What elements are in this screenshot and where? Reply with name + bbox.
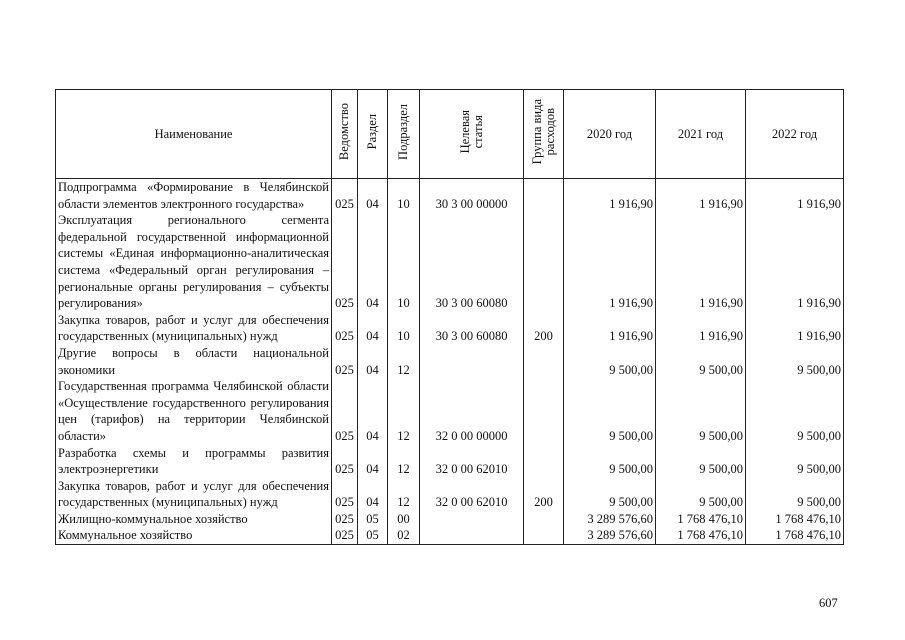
row-celevaya-statya: 30 3 00 60080 <box>420 312 524 345</box>
row-vedomstvo: 025 <box>332 212 358 312</box>
row-podrazdel: 12 <box>388 345 420 378</box>
row-vedomstvo: 025 <box>332 312 358 345</box>
row-celevaya-statya <box>420 345 524 378</box>
table-row <box>56 511 844 528</box>
row-gruppa <box>524 179 564 213</box>
header-2022: 2022 год <box>746 90 844 179</box>
row-razdel: 04 <box>358 212 388 312</box>
row-name: Другие вопросы в области национальной экономики <box>56 345 332 378</box>
row-value-2022: 1 768 476,10 <box>746 511 844 528</box>
row-celevaya-statya <box>420 527 524 544</box>
header-2020: 2020 год <box>564 90 656 179</box>
row-value-2022: 1 916,90 <box>746 212 844 312</box>
row-gruppa: 200 <box>524 478 564 511</box>
header-name: Наименование <box>56 90 332 179</box>
row-name: Государственная программа Челябинской области «Осуществление государственного регулирования цен (тарифов) на территории Челябинской области» <box>56 378 332 444</box>
row-value-2022: 1 768 476,10 <box>746 527 844 544</box>
row-vedomstvo: 025 <box>332 445 358 478</box>
row-value-2022: 1 916,90 <box>746 179 844 213</box>
row-vedomstvo: 025 <box>332 378 358 444</box>
row-value-2021: 1 916,90 <box>656 312 746 345</box>
budget-table <box>55 89 844 545</box>
row-name: Коммунальное хозяйство <box>56 527 332 544</box>
row-name: Закупка товаров, работ и услуг для обеспечения государственных (муниципальных) нужд <box>56 478 332 511</box>
row-podrazdel: 12 <box>388 378 420 444</box>
row-razdel: 04 <box>358 478 388 511</box>
page-number: 607 <box>819 596 838 610</box>
table-row <box>56 312 844 345</box>
row-value-2022: 9 500,00 <box>746 378 844 444</box>
row-name: Разработка схемы и программы развития электроэнергетики <box>56 445 332 478</box>
row-name: Подпрограмма «Формирование в Челябинской области элементов электронного государства» <box>56 179 332 213</box>
header-gruppa-vida-rashodov: Группа вида расходов <box>524 90 564 179</box>
row-value-2020: 1 916,90 <box>564 212 656 312</box>
table-row <box>56 378 844 444</box>
row-value-2020: 3 289 576,60 <box>564 527 656 544</box>
row-value-2021: 9 500,00 <box>656 378 746 444</box>
header-podrazdel: Подраздел <box>388 90 420 179</box>
row-vedomstvo: 025 <box>332 511 358 528</box>
table-row <box>56 179 844 213</box>
row-gruppa: 200 <box>524 312 564 345</box>
row-podrazdel: 12 <box>388 478 420 511</box>
row-gruppa <box>524 378 564 444</box>
row-celevaya-statya <box>420 511 524 528</box>
row-name: Жилищно-коммунальное хозяйство <box>56 511 332 528</box>
header-vedomstvo: Ведомство <box>332 90 358 179</box>
row-razdel: 04 <box>358 312 388 345</box>
row-value-2021: 9 500,00 <box>656 478 746 511</box>
row-value-2020: 1 916,90 <box>564 312 656 345</box>
row-celevaya-statya: 30 3 00 60080 <box>420 212 524 312</box>
row-value-2020: 9 500,00 <box>564 445 656 478</box>
row-podrazdel: 12 <box>388 445 420 478</box>
row-value-2021: 1 916,90 <box>656 179 746 213</box>
row-celevaya-statya: 32 0 00 62010 <box>420 445 524 478</box>
table-row <box>56 345 844 378</box>
row-value-2021: 1 768 476,10 <box>656 527 746 544</box>
header-row <box>56 90 844 179</box>
table-row <box>56 527 844 544</box>
header-celevaya-statya: Целевая статья <box>420 90 524 179</box>
row-razdel: 04 <box>358 445 388 478</box>
row-podrazdel: 00 <box>388 511 420 528</box>
row-value-2021: 1 768 476,10 <box>656 511 746 528</box>
row-value-2022: 9 500,00 <box>746 345 844 378</box>
row-razdel: 04 <box>358 345 388 378</box>
row-value-2022: 1 916,90 <box>746 312 844 345</box>
row-value-2021: 9 500,00 <box>656 445 746 478</box>
row-value-2020: 9 500,00 <box>564 478 656 511</box>
row-podrazdel: 10 <box>388 312 420 345</box>
row-value-2020: 3 289 576,60 <box>564 511 656 528</box>
row-value-2020: 9 500,00 <box>564 345 656 378</box>
row-name: Закупка товаров, работ и услуг для обеспечения государственных (муниципальных) нужд <box>56 312 332 345</box>
row-name: Эксплуатация регионального сегмента федеральной государственной информационной системы «Единая информационно-аналитическая система «Федеральный орган регулирования – региональные органы регулирования – субъекты регулирования» <box>56 212 332 312</box>
row-podrazdel: 02 <box>388 527 420 544</box>
table-row <box>56 445 844 478</box>
header-razdel: Раздел <box>358 90 388 179</box>
table-row <box>56 212 844 312</box>
row-vedomstvo: 025 <box>332 179 358 213</box>
row-value-2020: 9 500,00 <box>564 378 656 444</box>
row-gruppa <box>524 212 564 312</box>
row-celevaya-statya: 32 0 00 62010 <box>420 478 524 511</box>
row-value-2022: 9 500,00 <box>746 445 844 478</box>
row-celevaya-statya: 30 3 00 00000 <box>420 179 524 213</box>
row-value-2020: 1 916,90 <box>564 179 656 213</box>
row-podrazdel: 10 <box>388 179 420 213</box>
row-vedomstvo: 025 <box>332 527 358 544</box>
row-vedomstvo: 025 <box>332 345 358 378</box>
row-gruppa <box>524 345 564 378</box>
row-gruppa <box>524 527 564 544</box>
row-value-2021: 1 916,90 <box>656 212 746 312</box>
row-celevaya-statya: 32 0 00 00000 <box>420 378 524 444</box>
row-podrazdel: 10 <box>388 212 420 312</box>
table-body <box>56 179 844 545</box>
row-razdel: 05 <box>358 527 388 544</box>
table-row <box>56 478 844 511</box>
row-gruppa <box>524 511 564 528</box>
row-razdel: 04 <box>358 378 388 444</box>
row-gruppa <box>524 445 564 478</box>
row-value-2022: 9 500,00 <box>746 478 844 511</box>
row-razdel: 04 <box>358 179 388 213</box>
row-vedomstvo: 025 <box>332 478 358 511</box>
row-razdel: 05 <box>358 511 388 528</box>
row-value-2021: 9 500,00 <box>656 345 746 378</box>
header-2021: 2021 год <box>656 90 746 179</box>
